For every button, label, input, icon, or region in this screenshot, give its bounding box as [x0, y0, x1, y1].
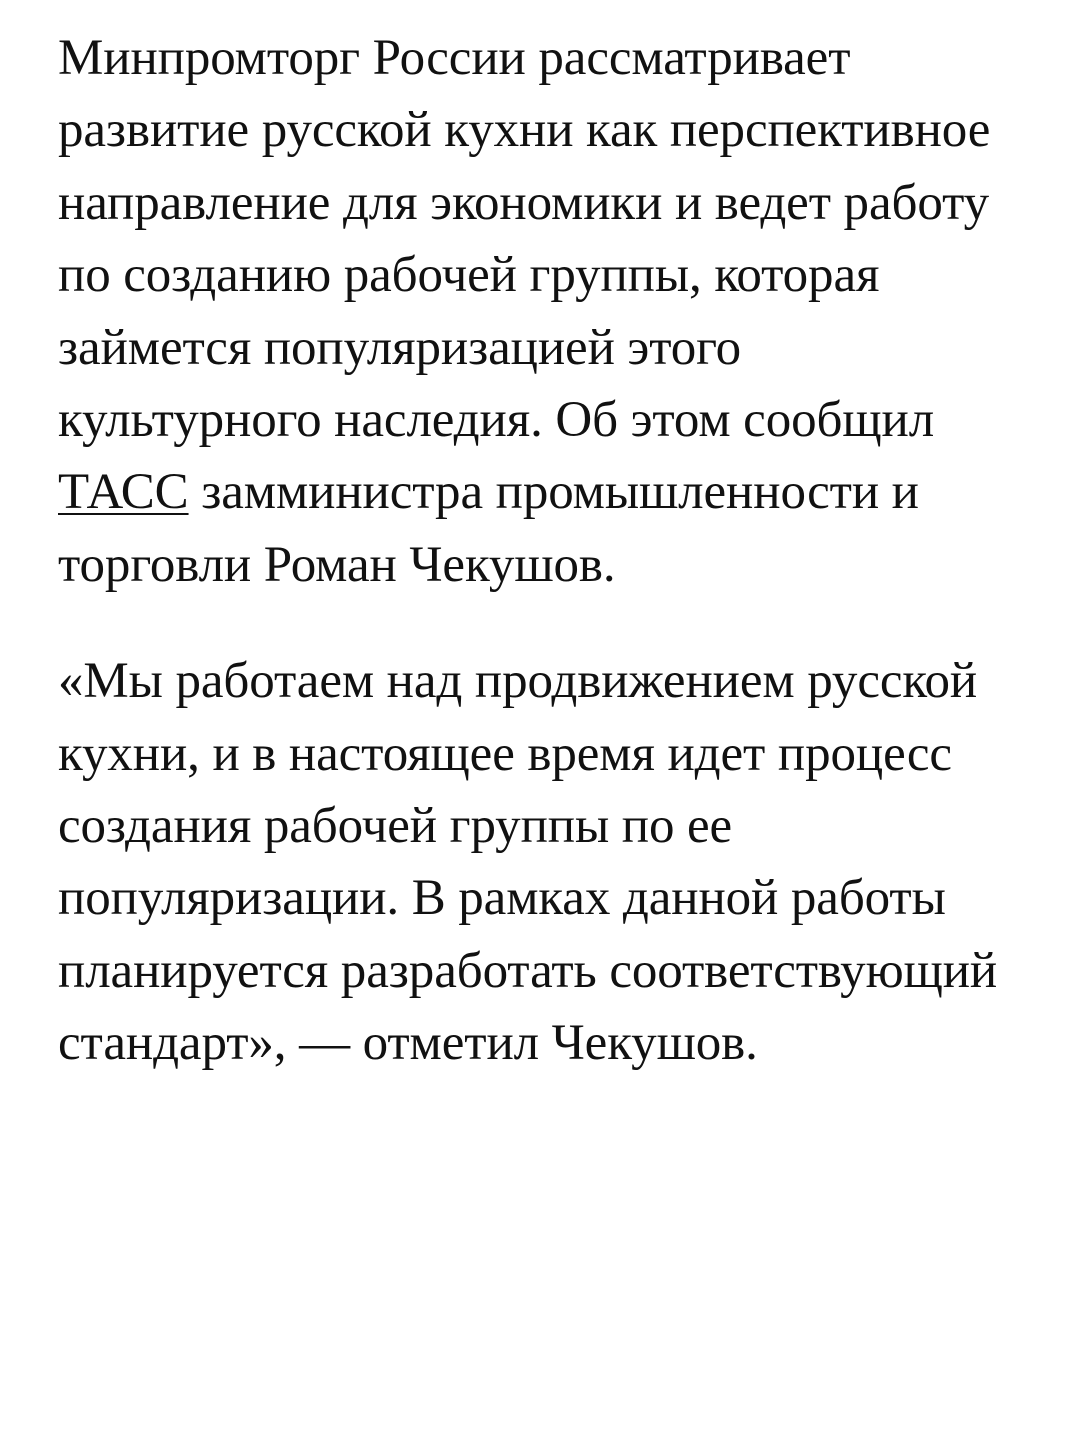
paragraph-1-text-after-link: замминистра промышленности и торговли Роман Чекушов. [58, 464, 919, 593]
article-paragraph-1 [58, 22, 1010, 601]
tass-source-link[interactable]: ТАСС [58, 464, 189, 521]
paragraph-1-text-before-link: Минпромторг России рассматривает развитие русской кухни как перспективное направление для экономики и ведет работу по созданию рабочей группы, которая займется популяризацией этого культурного наследия. Об этом сообщил [58, 30, 991, 449]
article-paragraph-2: «Мы работаем над продвижением русской кухни, и в настоящее время идет процесс создания рабочей группы по ее популяризации. В рамках данной работы планируется разработать соответствующий стандарт», — отметил Чекушов. [58, 653, 998, 1072]
